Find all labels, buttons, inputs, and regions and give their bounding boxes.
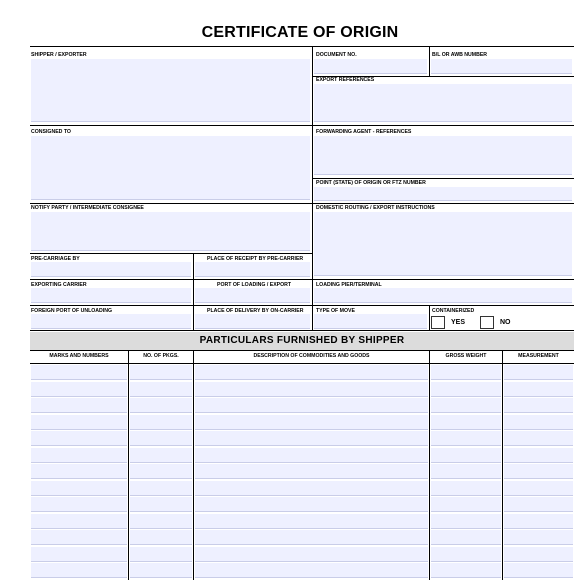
description-cell[interactable] <box>195 464 428 479</box>
marks-cell[interactable] <box>31 497 127 512</box>
domestic-routing-field[interactable] <box>314 212 572 276</box>
forwarding-agent-field[interactable] <box>314 136 572 175</box>
measurement-cell[interactable] <box>504 365 573 380</box>
description-cell[interactable] <box>195 514 428 529</box>
marks-cell[interactable] <box>31 365 127 380</box>
pkgs-cell[interactable] <box>130 481 192 496</box>
label-consigned-to: CONSIGNED TO <box>31 129 71 135</box>
label-exporting-carrier: EXPORTING CARRIER <box>31 282 87 288</box>
gross-weight-cell[interactable] <box>431 497 501 512</box>
description-cell[interactable] <box>195 365 428 380</box>
label-document-no: DOCUMENT NO. <box>316 52 357 58</box>
marks-cell[interactable] <box>31 415 127 430</box>
pkgs-cell[interactable] <box>130 563 192 578</box>
rule <box>429 305 430 330</box>
document-no-field[interactable] <box>314 59 427 74</box>
marks-cell[interactable] <box>31 398 127 413</box>
rule <box>30 350 574 351</box>
point-state-origin-field[interactable] <box>314 187 572 201</box>
form-center-divider <box>312 46 313 330</box>
rule <box>193 253 194 330</box>
label-point-state-origin: POINT (STATE) OF ORIGIN OR FTZ NUMBER <box>316 180 426 186</box>
gross-weight-cell[interactable] <box>431 415 501 430</box>
measurement-cell[interactable] <box>504 431 573 446</box>
measurement-cell[interactable] <box>504 464 573 479</box>
gross-weight-cell[interactable] <box>431 464 501 479</box>
label-loading-pier: LOADING PIER/TERMINAL <box>316 282 382 288</box>
bl-awb-number-field[interactable] <box>431 59 572 74</box>
gross-weight-cell[interactable] <box>431 448 501 463</box>
description-cell[interactable] <box>195 415 428 430</box>
label-foreign-port-unloading: FOREIGN PORT OF UNLOADING <box>31 308 112 314</box>
measurement-cell[interactable] <box>504 398 573 413</box>
description-cell[interactable] <box>195 398 428 413</box>
label-bl-awb-number: B/L OR AWB NUMBER <box>432 52 488 58</box>
label-notify-party: NOTIFY PARTY / INTERMEDIATE CONSIGNEE <box>31 205 144 211</box>
rule <box>312 178 574 179</box>
col-divider <box>429 350 430 580</box>
rule <box>30 363 574 364</box>
place-receipt-field[interactable] <box>195 262 310 277</box>
marks-cell[interactable] <box>31 514 127 529</box>
particulars-header: PARTICULARS FURNISHED BY SHIPPER <box>30 332 574 350</box>
containerized-no-label: NO <box>500 319 511 326</box>
description-cell[interactable] <box>195 382 428 397</box>
marks-cell[interactable] <box>31 547 127 562</box>
measurement-cell[interactable] <box>504 514 573 529</box>
marks-cell[interactable] <box>31 464 127 479</box>
rule <box>30 253 312 254</box>
loading-pier-field[interactable] <box>314 288 572 303</box>
label-shipper-exporter: SHIPPER / EXPORTER <box>31 52 87 58</box>
port-loading-field[interactable] <box>195 288 310 303</box>
consigned-to-field[interactable] <box>31 136 310 200</box>
col-divider <box>128 350 129 580</box>
form-top-rule <box>30 46 574 47</box>
gross-weight-cell[interactable] <box>431 382 501 397</box>
measurement-cell[interactable] <box>504 481 573 496</box>
type-of-move-field[interactable] <box>314 314 427 329</box>
label-place-delivery: PLACE OF DELIVERY BY ON-CARRIER <box>207 308 304 314</box>
docno-awb-divider <box>429 46 430 76</box>
containerized-yes-label: YES <box>451 319 466 326</box>
export-references-field[interactable] <box>314 84 572 122</box>
marks-cell[interactable] <box>31 481 127 496</box>
pkgs-cell[interactable] <box>130 464 192 479</box>
rule <box>30 330 574 331</box>
col-description: DESCRIPTION OF COMMODITIES AND GOODS <box>253 353 370 359</box>
col-measurement: MEASUREMENT <box>518 353 559 359</box>
marks-cell[interactable] <box>31 530 127 545</box>
measurement-cell[interactable] <box>504 415 573 430</box>
measurement-cell[interactable] <box>504 547 573 562</box>
col-marks-numbers: MARKS AND NUMBERS <box>49 353 109 359</box>
exporting-carrier-field[interactable] <box>31 288 191 303</box>
containerized-yes-checkbox[interactable] <box>431 316 445 329</box>
pkgs-cell[interactable] <box>130 514 192 529</box>
description-cell[interactable] <box>195 481 428 496</box>
pre-carriage-by-field[interactable] <box>31 262 191 277</box>
description-cell[interactable] <box>195 547 428 562</box>
description-cell[interactable] <box>195 563 428 578</box>
gross-weight-cell[interactable] <box>431 563 501 578</box>
pkgs-cell[interactable] <box>130 547 192 562</box>
containerized-no-checkbox[interactable] <box>480 316 494 329</box>
pkgs-cell[interactable] <box>130 398 192 413</box>
description-cell[interactable] <box>195 530 428 545</box>
measurement-cell[interactable] <box>504 448 573 463</box>
label-port-loading: PORT OF LOADING / EXPORT <box>217 282 292 288</box>
gross-weight-cell[interactable] <box>431 365 501 380</box>
gross-weight-cell[interactable] <box>431 431 501 446</box>
col-gross-weight: GROSS WEIGHT <box>445 353 487 359</box>
col-no-pkgs: NO. OF PKGS. <box>143 353 179 359</box>
marks-cell[interactable] <box>31 448 127 463</box>
gross-weight-cell[interactable] <box>431 481 501 496</box>
label-containerized: CONTAINERIZED <box>432 308 475 314</box>
marks-cell[interactable] <box>31 563 127 578</box>
measurement-cell[interactable] <box>504 563 573 578</box>
rule <box>30 305 574 306</box>
label-export-references: EXPORT REFERENCES <box>316 77 375 83</box>
pkgs-cell[interactable] <box>130 382 192 397</box>
rule <box>30 203 574 204</box>
notify-party-field[interactable] <box>31 212 310 251</box>
gross-weight-cell[interactable] <box>431 547 501 562</box>
page-title: CERTIFICATE OF ORIGIN <box>201 24 399 41</box>
marks-cell[interactable] <box>31 382 127 397</box>
label-pre-carriage-by: PRE-CARRIAGE BY <box>31 256 80 262</box>
marks-cell[interactable] <box>31 431 127 446</box>
measurement-cell[interactable] <box>504 497 573 512</box>
gross-weight-cell[interactable] <box>431 514 501 529</box>
pkgs-cell[interactable] <box>130 365 192 380</box>
label-place-receipt: PLACE OF RECEIPT BY PRE-CARRIER <box>207 256 304 262</box>
rule <box>30 279 574 280</box>
place-delivery-field[interactable] <box>195 314 310 329</box>
pkgs-cell[interactable] <box>130 497 192 512</box>
pkgs-cell[interactable] <box>130 431 192 446</box>
description-cell[interactable] <box>195 497 428 512</box>
shipper-exporter-field[interactable] <box>31 59 310 122</box>
pkgs-cell[interactable] <box>130 415 192 430</box>
col-divider <box>193 350 194 580</box>
description-cell[interactable] <box>195 448 428 463</box>
label-type-of-move: TYPE OF MOVE <box>316 308 355 314</box>
description-cell[interactable] <box>195 431 428 446</box>
gross-weight-cell[interactable] <box>431 398 501 413</box>
rule <box>30 125 574 126</box>
col-divider <box>502 350 503 580</box>
label-forwarding-agent: FORWARDING AGENT - REFERENCES <box>316 129 412 135</box>
measurement-cell[interactable] <box>504 382 573 397</box>
measurement-cell[interactable] <box>504 530 573 545</box>
gross-weight-cell[interactable] <box>431 530 501 545</box>
pkgs-cell[interactable] <box>130 448 192 463</box>
foreign-port-unloading-field[interactable] <box>31 314 191 329</box>
pkgs-cell[interactable] <box>130 530 192 545</box>
label-domestic-routing: DOMESTIC ROUTING / EXPORT INSTRUCTIONS <box>316 205 435 211</box>
